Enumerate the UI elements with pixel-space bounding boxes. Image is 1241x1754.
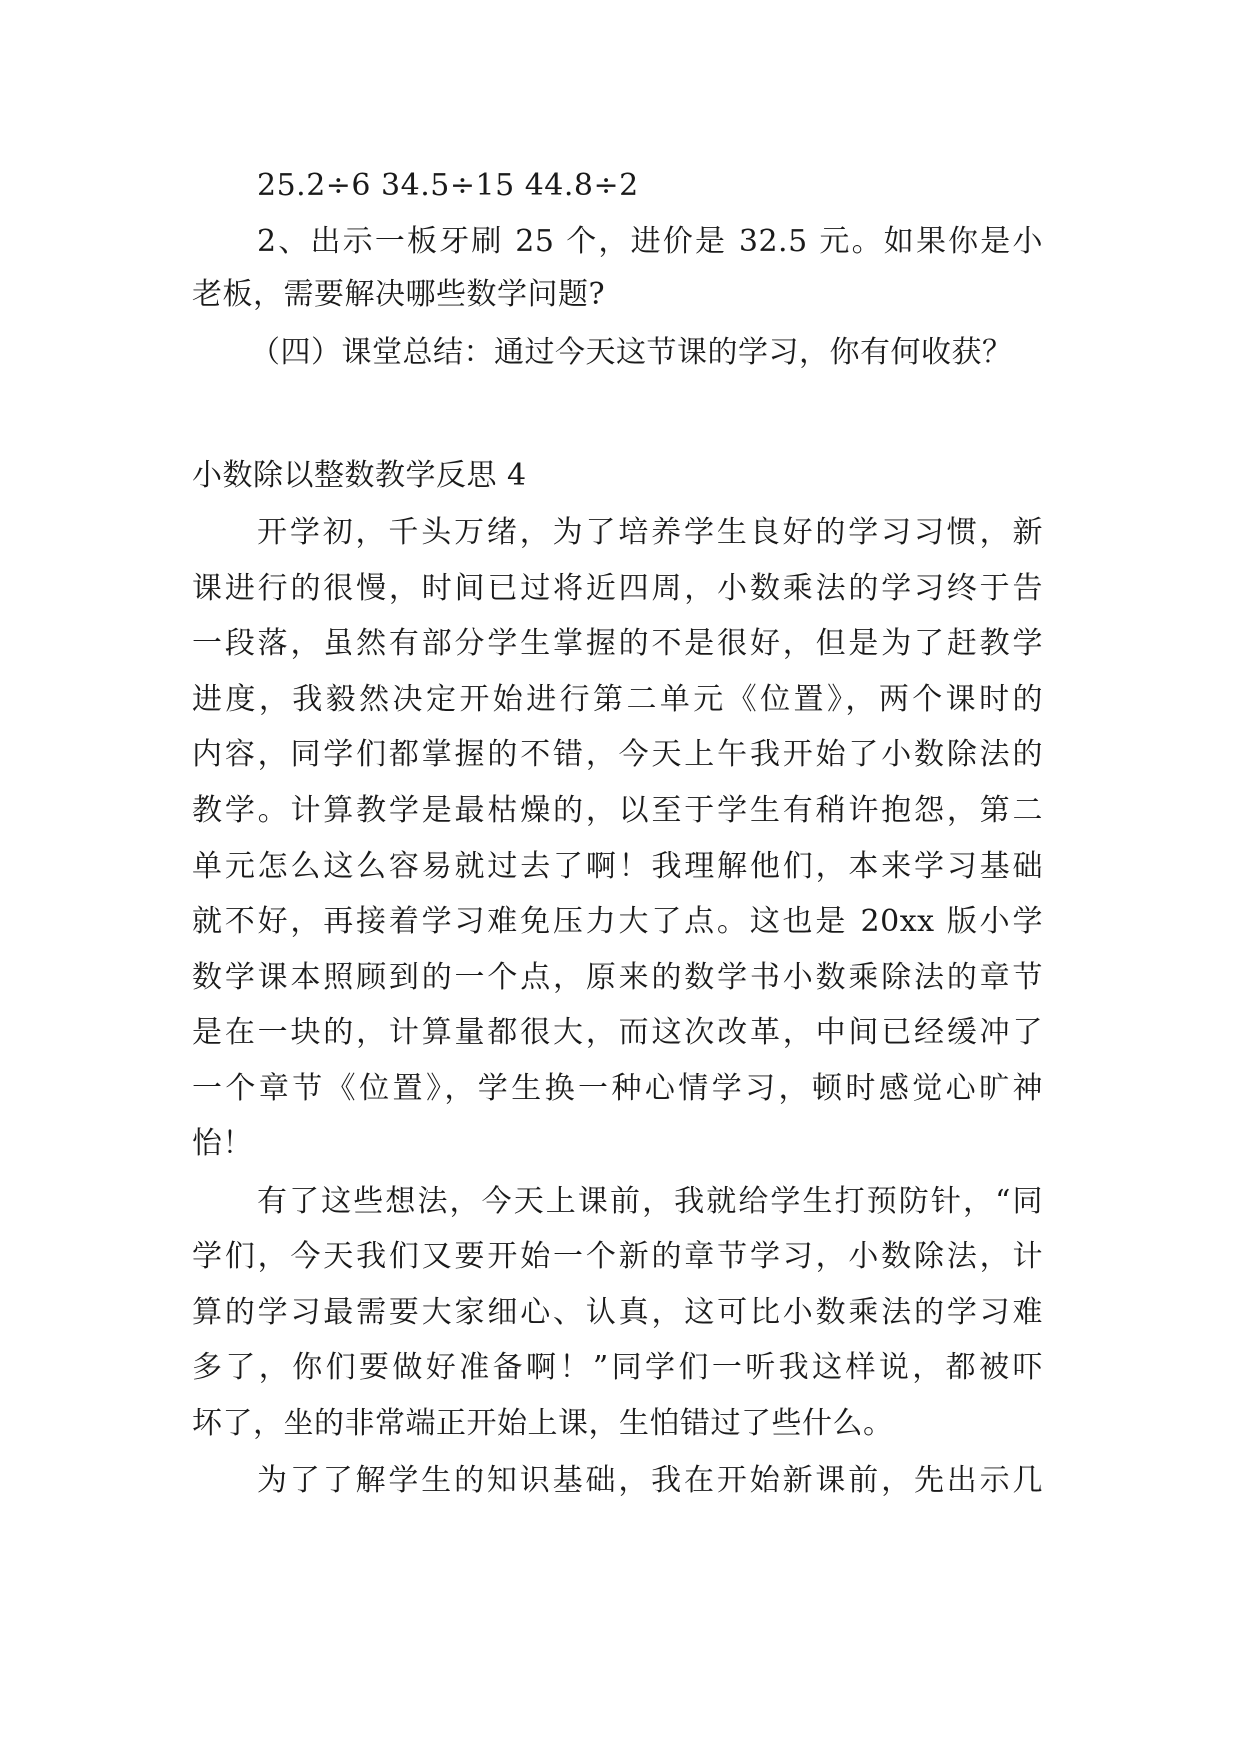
paragraph-1-line: 教学。计算教学是最枯燥的，以至于学生有稍许抱怨，第二 xyxy=(192,793,1043,828)
exercise-problems: 25.2÷6 34.5÷15 44.8÷2 xyxy=(257,168,639,203)
paragraph-2-line: 算的学习最需要大家细心、认真，这可比小数乘法的学习难 xyxy=(192,1295,1043,1330)
toothbrush-problem-line-1: 2、出示一板牙刷 25 个，进价是 32.5 元。如果你是小 xyxy=(257,224,1043,259)
paragraph-2-line: 学们，今天我们又要开始一个新的章节学习，小数除法，计 xyxy=(192,1239,1043,1274)
paragraph-1-line: 是在一块的，计算量都很大，而这次改革，中间已经缓冲了 xyxy=(192,1015,1043,1050)
class-summary: （四）课堂总结：通过今天这节课的学习，你有何收获？ xyxy=(250,335,1013,370)
paragraph-1-line: 就不好，再接着学习难免压力大了点。这也是 20xx 版小学 xyxy=(192,904,1043,939)
paragraph-1-line: 开学初，千头万绪，为了培养学生良好的学习习惯，新 xyxy=(257,515,1043,550)
paragraph-1-line: 单元怎么这么容易就过去了啊！我理解他们，本来学习基础 xyxy=(192,849,1043,884)
paragraph-1-line: 怡！ xyxy=(192,1126,253,1161)
paragraph-2-line: 多了，你们要做好准备啊！”同学们一听我这样说，都被吓 xyxy=(192,1350,1043,1385)
paragraph-1-line: 一个章节《位置》，学生换一种心情学习，顿时感觉心旷神 xyxy=(192,1071,1043,1106)
toothbrush-problem-line-2: 老板，需要解决哪些数学问题? xyxy=(192,277,606,312)
paragraph-1-line: 进度，我毅然决定开始进行第二单元《位置》，两个课时的 xyxy=(192,682,1043,717)
paragraph-1-line: 课进行的很慢，时间已过将近四周，小数乘法的学习终于告 xyxy=(192,571,1043,606)
paragraph-3-line: 为了了解学生的知识基础，我在开始新课前，先出示几 xyxy=(257,1463,1043,1498)
paragraph-2-line: 坏了，坐的非常端正开始上课，生怕错过了些什么。 xyxy=(192,1406,894,1441)
paragraph-1-line: 内容，同学们都掌握的不错，今天上午我开始了小数除法的 xyxy=(192,737,1043,772)
section-title: 小数除以整数教学反思 4 xyxy=(192,458,527,493)
paragraph-2-line: 有了这些想法，今天上课前，我就给学生打预防针，“同 xyxy=(257,1184,1043,1219)
paragraph-1-line: 数学课本照顾到的一个点，原来的数学书小数乘除法的章节 xyxy=(192,960,1043,995)
paragraph-1-line: 一段落，虽然有部分学生掌握的不是很好，但是为了赶教学 xyxy=(192,626,1043,661)
